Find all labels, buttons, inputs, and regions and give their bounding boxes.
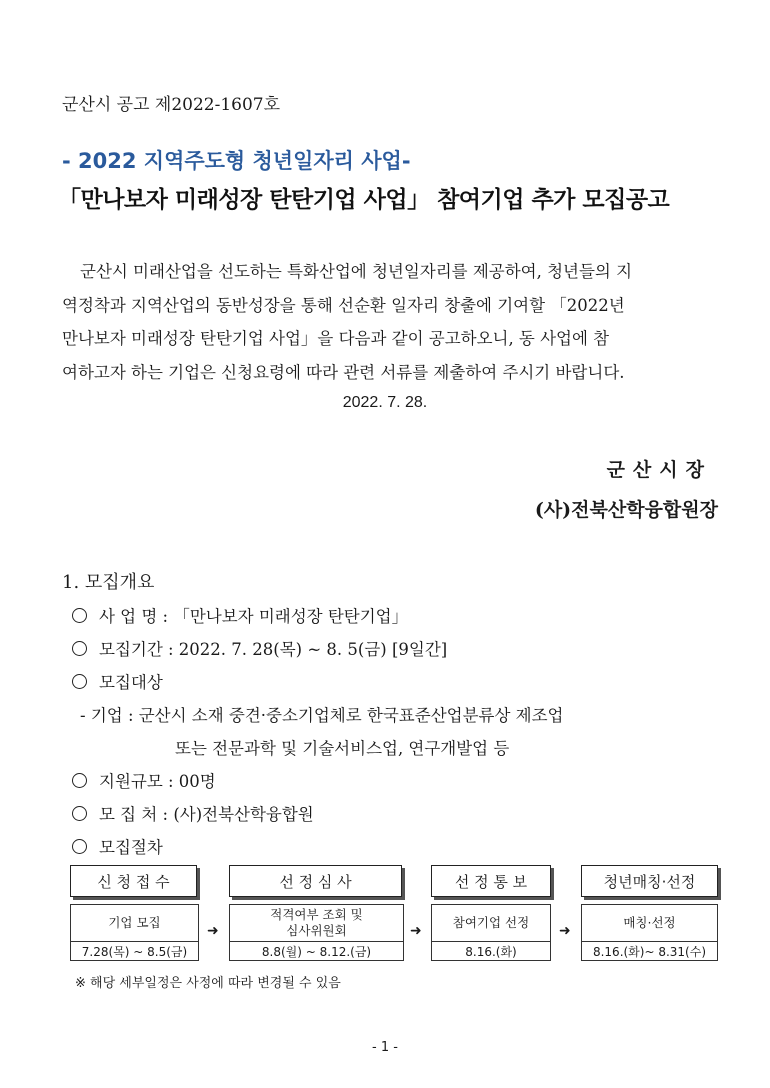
process-head-matching: 청년매칭·선정 (581, 865, 718, 897)
circle-bullet-icon (72, 806, 87, 821)
page-number: - 1 - (372, 1040, 398, 1055)
item-target-detail-cont: 또는 전문과학 및 기술서비스업, 연구개발업 등 (175, 739, 510, 758)
right-arrow-icon: ➜ (410, 923, 422, 939)
circle-bullet-icon (72, 608, 87, 623)
process-task: 적격여부 조회 및 심사위원회 (270, 907, 363, 938)
issuer-institute: (사)전북산학융합원장 (534, 499, 718, 521)
process-date: 8.16.(화)~ 8.31(수) (582, 941, 717, 960)
issuer-mayor: 군산시장 (606, 459, 712, 481)
intro-line: 군산시 미래산업을 선도하는 특화산업에 청년일자리를 제공하여, 청년들의 지 (80, 262, 633, 281)
process-box-notify (431, 904, 551, 961)
item-text: 모집대상 (99, 673, 163, 692)
notice-number: 군산시 공고 제2022-1607호 (62, 95, 281, 115)
item-text: 지원규모 : 00명 (99, 772, 216, 791)
footnote: ※ 해당 세부일정은 사정에 따라 변경될 수 있음 (75, 976, 341, 991)
circle-bullet-icon (72, 773, 87, 788)
item-period (72, 636, 447, 660)
item-project-name (72, 603, 408, 627)
notice-date: 2022. 7. 28. (342, 394, 428, 411)
item-text: 모집기간 : 2022. 7. 28(목) ~ 8. 5(금) [9일간] (99, 640, 448, 659)
item-recruiter (72, 801, 314, 825)
circle-bullet-icon (72, 674, 87, 689)
item-target-detail: - 기업 : 군산시 소재 중견·중소기업체로 한국표준산업분류상 제조업 (80, 706, 564, 725)
intro-line: 만나보자 미래성장 탄탄기업 사업」을 다음과 같이 공고하오니, 동 사업에 참 (62, 329, 610, 348)
main-title: 「만나보자 미래성장 탄탄기업 사업」 참여기업 추가 모집공고 (58, 187, 670, 213)
right-arrow-icon: ➜ (207, 923, 219, 939)
process-date: 8.8(월) ~ 8.12.(금) (230, 941, 403, 960)
item-text: 모 집 처 : (사)전북산학융합원 (99, 805, 314, 824)
process-task: 참여기업 선정 (452, 915, 530, 930)
section-title: 1. 모집개요 (62, 572, 155, 593)
process-head-apply: 신 청 접 수 (70, 865, 197, 897)
sub-title: - 2022 지역주도형 청년일자리 사업- (62, 149, 411, 173)
process-task: 매칭·선정 (623, 915, 676, 930)
item-scale (72, 768, 216, 792)
right-arrow-icon: ➜ (559, 923, 571, 939)
item-text: 사 업 명 : 「만나보자 미래성장 탄탄기업」 (99, 607, 409, 626)
item-procedure (72, 834, 163, 858)
circle-bullet-icon (72, 641, 87, 656)
process-box-review (229, 904, 404, 961)
intro-line: 여하고자 하는 기업은 신청요령에 따라 관련 서류를 제출하여 주시기 바랍니다. (62, 362, 625, 382)
process-box-apply (70, 904, 199, 961)
circle-bullet-icon (72, 839, 87, 854)
intro-paragraph (62, 255, 712, 389)
process-date: 8.16.(화) (432, 941, 550, 960)
process-date: 7.28(목) ~ 8.5(금) (71, 941, 198, 960)
process-task: 기업 모집 (108, 915, 161, 930)
intro-line: 역정착과 지역산업의 동반성장을 통해 선순환 일자리 창출에 기여할 「2022년 (62, 295, 625, 315)
item-target (72, 669, 163, 693)
process-head-notify: 선 정 통 보 (431, 865, 551, 897)
process-head-review: 선 정 심 사 (229, 865, 402, 897)
process-box-matching (581, 904, 718, 961)
item-text: 모집절차 (99, 838, 163, 857)
